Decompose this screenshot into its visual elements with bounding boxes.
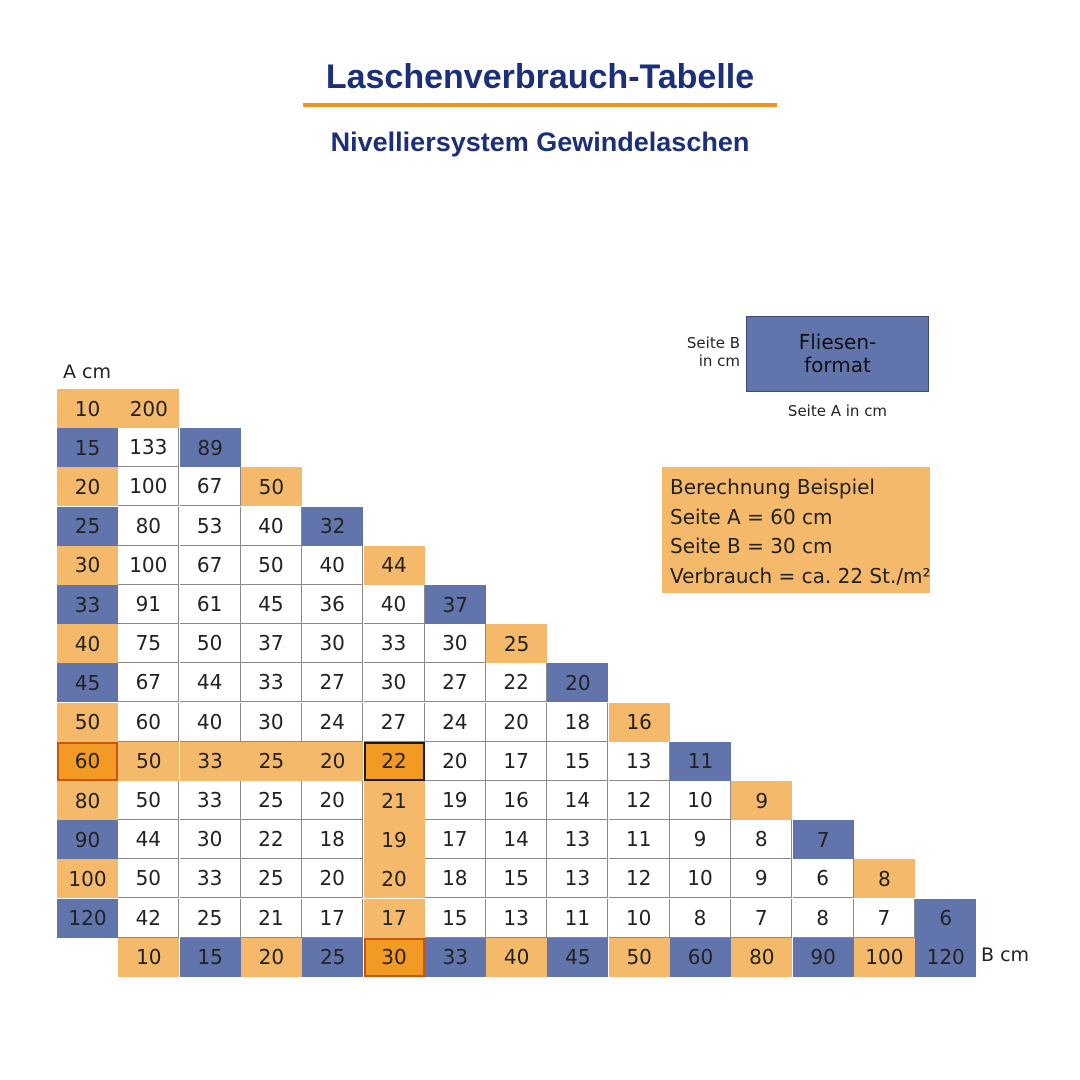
col-header-b-33: 33 <box>425 938 486 977</box>
table-cell: 7 <box>731 899 792 938</box>
table-cell: 12 <box>609 781 670 820</box>
example-calculation-box <box>662 467 930 593</box>
table-cell: 89 <box>180 428 241 467</box>
table-cell: 10 <box>670 781 731 820</box>
table-cell: 19 <box>425 781 486 820</box>
table-cell: 133 <box>118 428 179 467</box>
table-cell: 100 <box>118 546 179 585</box>
table-cell: 20 <box>302 859 363 898</box>
table-cell: 27 <box>302 663 363 702</box>
row-header-a-15: 15 <box>57 428 118 467</box>
table-cell: 30 <box>180 820 241 859</box>
table-cell: 9 <box>731 859 792 898</box>
table-cell: 20 <box>302 781 363 820</box>
table-cell: 20 <box>425 742 486 781</box>
page-subtitle: Nivelliersystem Gewindelaschen <box>330 127 750 157</box>
table-cell: 80 <box>118 507 179 546</box>
table-cell: 33 <box>241 663 302 702</box>
table-cell: 30 <box>241 703 302 742</box>
table-cell: 22 <box>486 663 547 702</box>
row-header-a-50: 50 <box>57 703 118 742</box>
table-cell: 25 <box>180 899 241 938</box>
table-cell: 15 <box>547 742 608 781</box>
table-cell: 11 <box>670 742 731 781</box>
table-cell: 14 <box>547 781 608 820</box>
table-cell: 44 <box>364 546 425 585</box>
table-cell: 91 <box>118 585 179 624</box>
legend-side-a-label: Seite A in cm <box>787 402 888 420</box>
table-cell: 22 <box>364 742 425 781</box>
col-header-b-90: 90 <box>793 938 854 977</box>
table-cell: 17 <box>425 820 486 859</box>
table-cell: 9 <box>731 781 792 820</box>
col-header-b-30: 30 <box>364 938 425 977</box>
table-cell: 75 <box>118 624 179 663</box>
table-cell: 45 <box>241 585 302 624</box>
col-header-b-10: 10 <box>118 938 179 977</box>
table-cell: 40 <box>364 585 425 624</box>
table-cell: 50 <box>118 781 179 820</box>
table-cell: 11 <box>609 820 670 859</box>
row-header-a-10: 10 <box>57 389 118 428</box>
table-cell: 67 <box>180 467 241 506</box>
table-cell: 8 <box>793 899 854 938</box>
row-header-a-25: 25 <box>57 507 118 546</box>
table-cell: 67 <box>180 546 241 585</box>
table-cell: 44 <box>118 820 179 859</box>
table-cell: 10 <box>609 899 670 938</box>
table-cell: 33 <box>180 742 241 781</box>
table-cell: 40 <box>180 703 241 742</box>
row-header-a-33: 33 <box>57 585 118 624</box>
table-cell: 42 <box>118 899 179 938</box>
table-cell: 67 <box>118 663 179 702</box>
table-cell: 53 <box>180 507 241 546</box>
table-cell: 44 <box>180 663 241 702</box>
legend-side-b-line1: Seite B <box>686 334 740 352</box>
col-header-b-20: 20 <box>241 938 302 977</box>
table-cell: 15 <box>486 859 547 898</box>
table-cell: 17 <box>486 742 547 781</box>
table-cell: 36 <box>302 585 363 624</box>
table-cell: 9 <box>670 820 731 859</box>
table-cell: 33 <box>180 781 241 820</box>
row-header-a-30: 30 <box>57 546 118 585</box>
table-cell: 24 <box>425 703 486 742</box>
table-cell: 33 <box>364 624 425 663</box>
table-cell: 25 <box>241 859 302 898</box>
col-header-b-40: 40 <box>486 938 547 977</box>
table-cell: 14 <box>486 820 547 859</box>
legend-side-b-line2: in cm <box>698 352 740 370</box>
table-cell: 7 <box>793 820 854 859</box>
row-header-a-45: 45 <box>57 663 118 702</box>
table-cell: 50 <box>241 546 302 585</box>
table-cell: 25 <box>241 781 302 820</box>
table-cell: 18 <box>547 703 608 742</box>
table-cell: 8 <box>731 820 792 859</box>
legend-tile-format-box <box>746 316 929 392</box>
table-cell: 25 <box>241 742 302 781</box>
col-header-b-80: 80 <box>731 938 792 977</box>
col-header-b-15: 15 <box>180 938 241 977</box>
row-header-a-40: 40 <box>57 624 118 663</box>
table-cell: 6 <box>915 899 976 938</box>
legend-box-line2: format <box>804 353 871 377</box>
title-underline <box>303 103 777 107</box>
example-line-result: Verbrauch = ca. 22 St./m² <box>670 563 931 588</box>
table-cell: 37 <box>241 624 302 663</box>
table-cell: 16 <box>609 703 670 742</box>
table-cell: 17 <box>364 899 425 938</box>
col-header-b-100: 100 <box>854 938 915 977</box>
table-cell: 20 <box>364 859 425 898</box>
col-header-b-50: 50 <box>609 938 670 977</box>
table-cell: 20 <box>302 742 363 781</box>
table-cell: 8 <box>670 899 731 938</box>
table-cell: 50 <box>241 467 302 506</box>
col-header-b-25: 25 <box>302 938 363 977</box>
example-line-a: Seite A = 60 cm <box>670 504 833 529</box>
table-cell: 11 <box>547 899 608 938</box>
table-cell: 17 <box>302 899 363 938</box>
table-cell: 18 <box>302 820 363 859</box>
table-cell: 13 <box>609 742 670 781</box>
table-cell: 30 <box>364 663 425 702</box>
table-cell: 10 <box>670 859 731 898</box>
legend-box-line1: Fliesen- <box>798 330 877 354</box>
table-cell: 40 <box>241 507 302 546</box>
table-cell: 13 <box>547 859 608 898</box>
table-cell: 16 <box>486 781 547 820</box>
table-cell: 60 <box>118 703 179 742</box>
table-cell: 13 <box>486 899 547 938</box>
table-cell: 50 <box>118 859 179 898</box>
col-header-b-45: 45 <box>547 938 608 977</box>
col-header-b-120: 120 <box>915 938 976 977</box>
example-line-b: Seite B = 30 cm <box>670 534 833 558</box>
table-cell: 50 <box>180 624 241 663</box>
col-header-b-60: 60 <box>670 938 731 977</box>
table-cell: 15 <box>425 899 486 938</box>
table-cell: 30 <box>425 624 486 663</box>
table-cell: 19 <box>364 820 425 859</box>
table-cell: 27 <box>425 663 486 702</box>
table-cell: 50 <box>118 742 179 781</box>
row-header-a-120: 120 <box>57 899 118 938</box>
table-cell: 37 <box>425 585 486 624</box>
table-cell: 30 <box>302 624 363 663</box>
table-cell: 32 <box>302 507 363 546</box>
table-cell: 8 <box>854 859 915 898</box>
table-cell: 40 <box>302 546 363 585</box>
table-cell: 100 <box>118 467 179 506</box>
row-header-a-100: 100 <box>57 859 118 898</box>
table-cell: 61 <box>180 585 241 624</box>
row-header-a-20: 20 <box>57 467 118 506</box>
table-cell: 25 <box>486 624 547 663</box>
table-cell: 21 <box>241 899 302 938</box>
table-cell: 13 <box>547 820 608 859</box>
table-cell: 33 <box>180 859 241 898</box>
page-title: Laschenverbrauch-Tabelle <box>325 58 755 96</box>
table-cell: 18 <box>425 859 486 898</box>
table-cell: 27 <box>364 703 425 742</box>
table-cell: 7 <box>854 899 915 938</box>
table-cell: 200 <box>118 389 179 428</box>
row-header-a-90: 90 <box>57 820 118 859</box>
a-axis-label: A cm <box>63 361 111 383</box>
table-cell: 12 <box>609 859 670 898</box>
table-cell: 20 <box>547 663 608 702</box>
table-cell: 21 <box>364 781 425 820</box>
table-cell: 6 <box>793 859 854 898</box>
table-cell: 20 <box>486 703 547 742</box>
row-header-a-80: 80 <box>57 781 118 820</box>
row-header-a-60: 60 <box>57 742 118 781</box>
legend-side-b-label <box>668 334 740 370</box>
table-cell: 22 <box>241 820 302 859</box>
table-cell: 24 <box>302 703 363 742</box>
b-axis-label: B cm <box>981 944 1030 966</box>
example-heading: Berechnung Beispiel <box>670 475 875 499</box>
